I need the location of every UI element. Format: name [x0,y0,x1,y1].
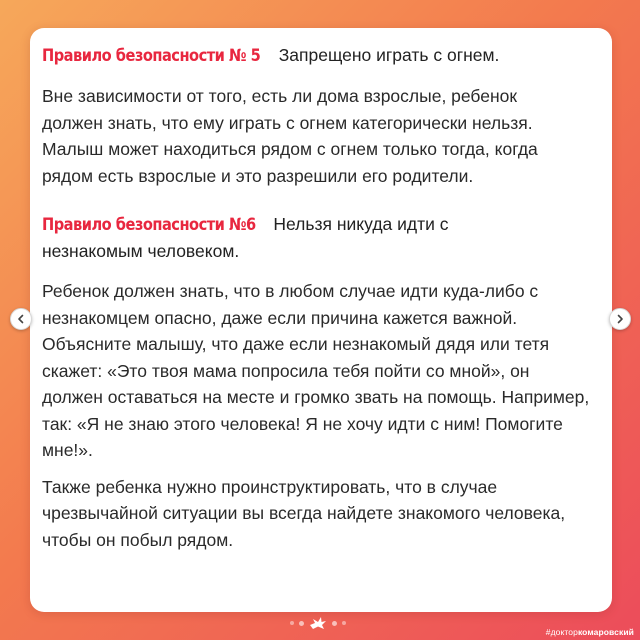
brand-hash: #доктор [545,627,578,637]
brand-name: комаровский [577,627,634,637]
rule-6-title: Правило безопасности №6 [42,215,256,235]
carousel-dot[interactable] [332,621,337,626]
carousel-dot[interactable] [342,621,346,625]
carousel-next-button[interactable] [609,308,631,330]
rule-5-paragraph: Вне зависимости от того, есть ли дома взрослые, ребенок должен знать, что ему играть с огнем категорически нельзя. Малыш может находиться рядом с огнем только тогда, когда рядом есть взрослые и это разрешили его родители. [42,86,538,186]
carousel-dot[interactable] [299,621,304,626]
rule-6-paragraph-1: Ребенок должен знать, что в любом случае идти куда-либо с незнакомцем опасно, даже если причина кажется важной. Объясните малышу, что даже если незнакомый дядя или тетя скажет: «Это твоя мама попросила тебя пойти со мной», он должен оставаться на месте и громко звать на помощь. Например, так: «Я не знаю этого человека! Я не хочу идти с ним! Помогите мне!». [42,281,590,460]
chevron-right-icon [615,314,625,324]
chevron-left-icon [16,314,26,324]
active-page-bird-icon[interactable] [309,616,327,630]
carousel-prev-button[interactable] [10,308,32,330]
carousel-dot[interactable] [290,621,294,625]
rule-6-paragraph-2: Также ребенка нужно проинструктировать, что в случае чрезвычайной ситуации вы всегда найдете знакомого человека, чтобы он побыл рядом. [42,476,566,550]
rule-5-title: Правило безопасности № 5 [42,46,261,66]
rule-6-heading [42,211,522,264]
rule-5-heading [42,42,598,69]
rule-6-headline: Нельзя никуда идти с незнакомым человеком. [42,214,449,261]
brand-watermark [546,627,634,637]
carousel-dots [290,616,346,630]
content-card [30,28,612,612]
rule-5-headline: Запрещено играть с огнем. [278,45,500,65]
